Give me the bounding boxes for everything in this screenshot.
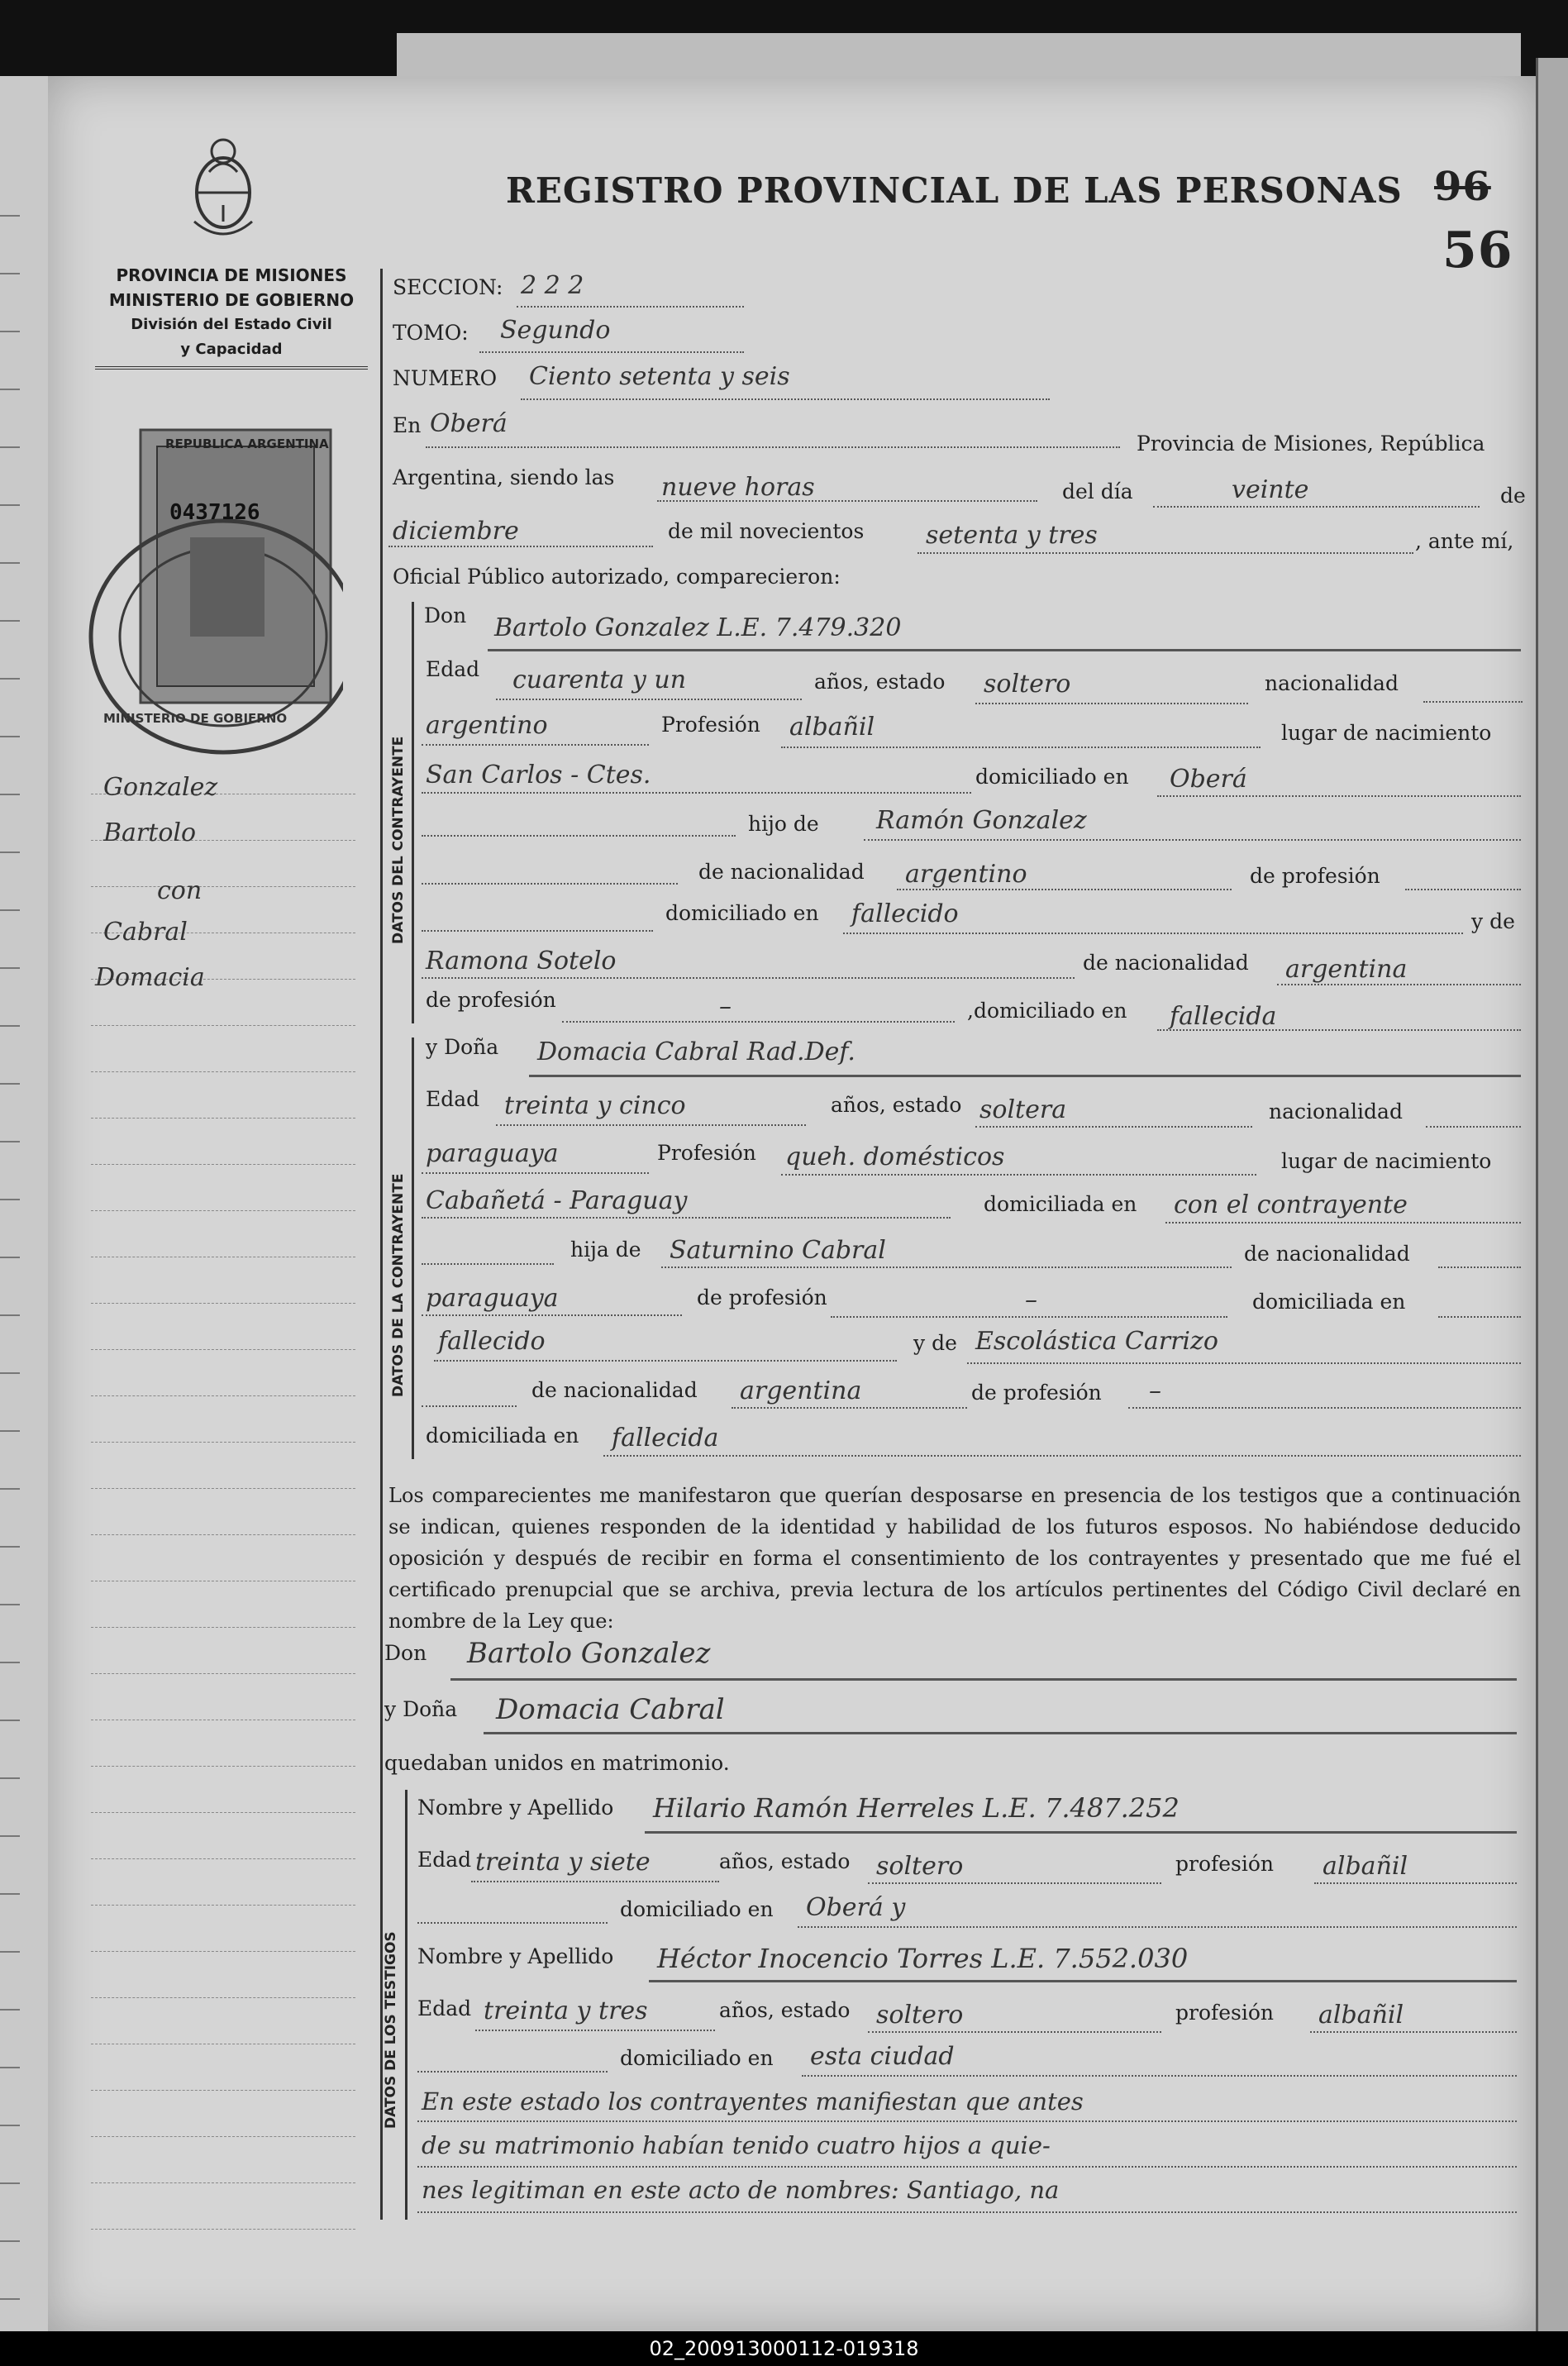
office-line: y Capacidad xyxy=(180,341,283,358)
binding-tick xyxy=(0,1257,20,1258)
binding-tick xyxy=(0,1604,20,1605)
de-profesion-text: de profesión xyxy=(697,1286,827,1309)
blank-line xyxy=(417,2071,608,2073)
folio-number: 56 xyxy=(1442,222,1513,279)
en-value: Oberá xyxy=(430,409,508,438)
horas-line xyxy=(657,500,1037,502)
binding-tick xyxy=(0,215,20,217)
office-divider xyxy=(95,366,368,370)
binding-tick xyxy=(0,1488,20,1490)
ledger-line xyxy=(91,1025,355,1026)
witness1-edad: treinta y siete xyxy=(475,1848,651,1877)
ledger-line xyxy=(91,1997,355,1998)
estado-line xyxy=(975,703,1248,704)
numero-line xyxy=(521,398,1050,400)
note-line: nes legitiman en este acto de nombres: Santiago, na xyxy=(422,2176,1060,2204)
note-rule xyxy=(417,2211,1517,2213)
nacionalidad-value-line xyxy=(422,744,649,746)
ledger-line xyxy=(91,1673,355,1674)
numero-label: NUMERO xyxy=(393,366,498,390)
contrayenta-name: Domacia Cabral Rad.Def. xyxy=(537,1038,855,1066)
witness2-edad-line xyxy=(475,2030,715,2031)
binding-tick xyxy=(0,1893,20,1895)
contrayente-name: Bartolo Gonzalez L.E. 7.479.320 xyxy=(494,613,902,642)
anios-estado-text: años, estado xyxy=(814,670,946,694)
margin-name: con xyxy=(157,876,203,905)
anios-estado-text: años, estado xyxy=(831,1093,962,1117)
ledger-line xyxy=(91,1905,355,1906)
domiciliado-label: domiciliado en xyxy=(975,765,1129,789)
witness2-estado-line xyxy=(868,2031,1161,2033)
edad-line xyxy=(496,1124,806,1126)
edad-label: Edad xyxy=(426,1087,480,1111)
nacionalidad-line xyxy=(1426,1126,1521,1128)
binding-tick xyxy=(0,1662,20,1663)
madre-nac-line xyxy=(1277,984,1521,985)
ledger-line xyxy=(91,1395,355,1396)
dia-line xyxy=(1153,506,1480,508)
padre-prof-value: – xyxy=(1025,1286,1037,1314)
binding-tick xyxy=(0,851,20,853)
ledger-line xyxy=(91,1303,355,1304)
binding-tick xyxy=(0,620,20,622)
profesion-line xyxy=(781,1174,1256,1176)
main-frame-rule xyxy=(380,269,383,2220)
groom-name: Bartolo Gonzalez xyxy=(467,1637,711,1670)
seccion-line xyxy=(517,306,744,308)
nacionalidad-value: argentino xyxy=(426,711,548,740)
edad-line xyxy=(496,699,802,700)
ledger-line xyxy=(91,1071,355,1072)
quedaban-text: quedaban unidos en matrimonio. xyxy=(384,1751,730,1775)
padre-nac-value: argentino xyxy=(905,860,1027,889)
scan-id-footer: 02_200913000112-019318 xyxy=(0,2331,1568,2366)
madre-line xyxy=(422,977,1075,979)
binding-tick xyxy=(0,273,20,274)
de-nacionalidad-text: de nacionalidad xyxy=(698,860,865,884)
binding-tick xyxy=(0,1546,20,1548)
padre-nac-value: paraguaya xyxy=(426,1284,559,1313)
madre-dom-value: fallecida xyxy=(612,1424,719,1453)
y-de-text: y de xyxy=(1471,909,1515,933)
madre-value: Ramona Sotelo xyxy=(426,947,617,975)
witness1-estado: soltero xyxy=(876,1852,964,1881)
groom-line xyxy=(450,1678,1517,1681)
binding-tick xyxy=(0,678,20,680)
nacionalidad-label: nacionalidad xyxy=(1265,671,1399,695)
binding-tick xyxy=(0,1430,20,1432)
stamp-ring-text: MINISTERIO DE GOBIERNO xyxy=(103,711,288,726)
madre-line xyxy=(967,1362,1521,1364)
binding-tick xyxy=(0,1199,20,1200)
edad-label: Edad xyxy=(417,1996,472,2020)
don-label: Don xyxy=(384,1641,427,1665)
stamp-text: REPUBLICA ARGENTINA xyxy=(165,436,329,451)
ledger-line xyxy=(91,1488,355,1489)
binding-tick xyxy=(0,2182,20,2184)
lugar-label: lugar de nacimiento xyxy=(1281,1149,1492,1173)
ledger-line xyxy=(91,1349,355,1350)
testigos-rule xyxy=(405,1790,407,2220)
madre-prof-line xyxy=(562,1021,955,1023)
binding-tick xyxy=(0,331,20,332)
oficial-text: Oficial Público autorizado, comparecieron: xyxy=(393,565,841,589)
de-nacionalidad-text: de nacionalidad xyxy=(531,1378,698,1402)
lugar-value: Cabañetá - Paraguay xyxy=(426,1186,688,1215)
profesion-label: Profesión xyxy=(661,713,760,737)
nombre-label: Nombre y Apellido xyxy=(417,1796,614,1820)
padre-dom-line xyxy=(843,933,1463,934)
binding-tick xyxy=(0,2009,20,2011)
de-text: de xyxy=(1500,484,1526,508)
binding-tick xyxy=(0,2125,20,2126)
ledger-line xyxy=(91,1858,355,1859)
bride-name: Domacia Cabral xyxy=(496,1693,725,1726)
binding-tick xyxy=(0,2240,20,2242)
ledger-line xyxy=(91,2182,355,2183)
ledger-line xyxy=(91,2229,355,2230)
domiciliada-label: domiciliada en xyxy=(984,1192,1137,1216)
binding-tick xyxy=(0,1025,20,1027)
ledger-line xyxy=(91,1627,355,1628)
binding-strip xyxy=(0,76,50,2331)
blank-line xyxy=(417,1922,608,1924)
profesion-value: queh. domésticos xyxy=(785,1142,1005,1171)
office-line: División del Estado Civil xyxy=(131,316,332,333)
coat-of-arms-icon xyxy=(186,122,260,246)
padre-nac-line xyxy=(422,1314,682,1316)
witness1-dom-line xyxy=(798,1926,1517,1928)
dom-line xyxy=(1438,1316,1521,1318)
witness1-estado-line xyxy=(868,1882,1161,1884)
domiciliado-label: domiciliado en xyxy=(665,901,819,925)
padre-value: Ramón Gonzalez xyxy=(876,806,1087,835)
edad-value: treinta y cinco xyxy=(504,1091,686,1120)
contrayenta-name-line xyxy=(529,1075,1521,1077)
blank-line xyxy=(422,883,678,885)
margin-name: Gonzalez xyxy=(103,773,218,802)
note-line: En este estado los contrayentes manifiestan que antes xyxy=(422,2087,1084,2116)
padre-line xyxy=(864,839,1521,841)
contrayenta-rule xyxy=(412,1038,414,1459)
domicilio-line xyxy=(1157,795,1521,797)
domicilio-value: con el contrayente xyxy=(1174,1190,1408,1219)
anios-estado-text: años, estado xyxy=(719,1849,851,1873)
lugar-label: lugar de nacimiento xyxy=(1281,721,1492,745)
madre-value: Escolástica Carrizo xyxy=(975,1327,1218,1356)
don-label: Don xyxy=(424,603,467,627)
tomo-value: Segundo xyxy=(500,316,611,345)
witness1-edad-line xyxy=(471,1881,719,1882)
padre-dom-value: fallecido xyxy=(438,1327,546,1356)
padre-nac-line xyxy=(897,889,1232,890)
edad-label: Edad xyxy=(426,657,480,681)
lugar-line xyxy=(422,792,971,794)
hija-label: hija de xyxy=(570,1238,641,1262)
seccion-value: 2 2 2 xyxy=(521,271,584,300)
folio-struck: 96 xyxy=(1434,164,1491,210)
ledger-line xyxy=(91,1766,355,1767)
profesion-label: profesión xyxy=(1175,1852,1275,1876)
contrayenta-side-label: DATOS DE LA CONTRAYENTE xyxy=(390,1173,407,1397)
tomo-line xyxy=(479,351,744,353)
madre-prof-value: – xyxy=(1149,1376,1161,1405)
de-profesion-text: de profesión xyxy=(426,988,556,1012)
stamp-serial: 0437126 xyxy=(169,500,260,525)
binding-tick xyxy=(0,1083,20,1085)
horas-value: nueve horas xyxy=(661,473,815,502)
estado-line xyxy=(975,1126,1252,1128)
ledger-line xyxy=(91,1442,355,1443)
mes-line xyxy=(388,546,653,547)
declaration-paragraph: Los comparecientes me manifestaron que querían desposarse en presencia de los testigos que a continuación se indican, quienes responden de la identidad y habilidad de los futuros esposos. No habiéndose deducido oposición y después de recibir en forma el consentimiento de los contrayentes y presentado que me fué el certificado prenupcial que se archiva, previa lectura de los artículos pertinentes del Código Civil declaré en nombre de la Ley que: xyxy=(388,1484,1521,1633)
binding-tick xyxy=(0,389,20,390)
ledger-line xyxy=(91,2090,355,2091)
blank-line xyxy=(422,1405,517,1407)
office-header xyxy=(91,263,372,362)
page-stack-edge xyxy=(1536,58,1568,2340)
de-mil-text: de mil novecientos xyxy=(668,519,865,543)
ledger-line xyxy=(91,2136,355,2137)
profesion-label: profesión xyxy=(1175,2001,1275,2025)
ledger-line xyxy=(91,886,355,887)
anios-estado-text: años, estado xyxy=(719,1998,851,2022)
lugar-value: San Carlos - Ctes. xyxy=(426,761,651,789)
madre-dom-line xyxy=(603,1455,1521,1457)
witness2-estado: soltero xyxy=(876,2001,964,2030)
margin-name: Domacia xyxy=(95,963,205,992)
numero-value: Ciento setenta y seis xyxy=(529,362,790,391)
domicilio-line xyxy=(1165,1222,1521,1224)
ledger-line xyxy=(91,1164,355,1165)
profesion-label: Profesión xyxy=(657,1141,756,1165)
page-title: REGISTRO PROVINCIAL DE LAS PERSONAS xyxy=(506,170,1403,211)
office-line: MINISTERIO DE GOBIERNO xyxy=(108,290,355,310)
binding-tick xyxy=(0,562,20,564)
witness2-prof-line xyxy=(1310,2031,1517,2033)
dona-label: y Doña xyxy=(426,1035,499,1059)
previous-page-edge xyxy=(397,33,1521,81)
edad-label: Edad xyxy=(417,1848,472,1872)
hijo-label: hijo de xyxy=(748,812,819,836)
padre-dom-line xyxy=(434,1360,897,1362)
seccion-label: SECCION: xyxy=(393,275,503,299)
nacionalidad-value-line xyxy=(422,1172,649,1174)
margin-name: Bartolo xyxy=(103,818,197,847)
del-dia-text: del día xyxy=(1062,479,1133,503)
anio-value: setenta y tres xyxy=(926,521,1098,550)
domiciliado-label: domiciliado en xyxy=(620,2046,774,2070)
ledger-line xyxy=(91,1534,355,1535)
witness2-dom: esta ciudad xyxy=(810,2042,955,2071)
witness2-prof: albañil xyxy=(1318,2001,1404,2030)
ledger-line xyxy=(91,1951,355,1952)
padre-prof-line xyxy=(1405,889,1521,890)
madre-dom-value: fallecida xyxy=(1170,1002,1277,1031)
margin-name: Cabral xyxy=(103,918,188,947)
witness2-dom-line xyxy=(802,2075,1517,2077)
witness2-name-line xyxy=(649,1980,1517,1982)
binding-tick xyxy=(0,736,20,737)
madre-prof-line xyxy=(1128,1407,1521,1409)
nombre-label: Nombre y Apellido xyxy=(417,1944,614,1968)
contrayente-side-label: DATOS DEL CONTRAYENTE xyxy=(390,736,407,944)
fiscal-stamp-icon xyxy=(79,422,343,761)
de-nacionalidad-text: de nacionalidad xyxy=(1244,1242,1410,1266)
binding-tick xyxy=(0,909,20,911)
nac-line xyxy=(1438,1266,1521,1268)
ledger-line xyxy=(91,1812,355,1813)
note-rule xyxy=(417,2166,1517,2168)
profesion-line xyxy=(781,747,1261,748)
witness1-name: Hilario Ramón Herreles L.E. 7.487.252 xyxy=(653,1792,1180,1824)
office-line: PROVINCIA DE MISIONES xyxy=(116,265,347,285)
padre-line xyxy=(661,1266,1232,1268)
ledger-line xyxy=(91,1210,355,1211)
binding-tick xyxy=(0,1314,20,1316)
en-line xyxy=(426,446,1120,448)
binding-tick xyxy=(0,1951,20,1953)
madre-nac-value: argentina xyxy=(1285,955,1408,984)
anio-line xyxy=(917,552,1413,554)
binding-tick xyxy=(0,794,20,795)
en-label: En xyxy=(393,413,422,437)
domiciliado-en2-text: ,domiciliado en xyxy=(967,999,1127,1023)
blank-line xyxy=(422,835,736,837)
madre-prof-value: – xyxy=(719,992,732,1021)
contrayente-rule xyxy=(412,602,414,1023)
edad-value: cuarenta y un xyxy=(512,665,687,694)
lugar-line xyxy=(422,1217,951,1219)
testigos-side-label: DATOS DE LOS TESTIGOS xyxy=(383,1931,399,2129)
domiciliada-en-text: domiciliada en xyxy=(426,1424,579,1448)
domiciliada-en-text: domiciliada en xyxy=(1252,1290,1406,1314)
provincia-text: Provincia de Misiones, República xyxy=(1137,432,1485,456)
madre-nac-value: argentina xyxy=(740,1376,862,1405)
binding-tick xyxy=(0,1141,20,1142)
tomo-label: TOMO: xyxy=(393,321,469,345)
witness2-edad: treinta y tres xyxy=(484,1996,648,2025)
de-nacionalidad-text: de nacionalidad xyxy=(1083,951,1249,975)
ledger-line xyxy=(91,1118,355,1119)
domiciliado-label: domiciliado en xyxy=(620,1897,774,1921)
binding-tick xyxy=(0,1372,20,1374)
binding-tick xyxy=(0,1777,20,1779)
witness1-prof: albañil xyxy=(1323,1852,1408,1881)
blank-line xyxy=(422,930,653,932)
nacionalidad-line xyxy=(1423,701,1523,703)
padre-dom-value: fallecido xyxy=(851,899,959,928)
note-rule xyxy=(417,2120,1517,2122)
witness1-dom: Oberá y xyxy=(806,1893,906,1922)
binding-tick xyxy=(0,2298,20,2300)
binding-tick xyxy=(0,1835,20,1837)
contrayente-name-line xyxy=(488,649,1521,651)
binding-tick xyxy=(0,2067,20,2068)
argentina-text: Argentina, siendo las xyxy=(393,465,615,489)
estado-value: soltera xyxy=(979,1095,1067,1124)
note-line: de su matrimonio habían tenido cuatro hijos a quie- xyxy=(422,2131,1051,2159)
ante-mi-text: , ante mí, xyxy=(1415,529,1514,553)
de-profesion-text: de profesión xyxy=(1250,864,1380,888)
estado-value: soltero xyxy=(984,670,1071,699)
profesion-value: albañil xyxy=(789,713,875,742)
madre-dom-line xyxy=(1157,1029,1521,1031)
witness1-prof-line xyxy=(1314,1882,1517,1884)
de-profesion-text: de profesión xyxy=(971,1381,1102,1405)
padre-value: Saturnino Cabral xyxy=(670,1236,886,1265)
binding-tick xyxy=(0,967,20,969)
blank-line xyxy=(422,1263,554,1265)
dona-label: y Doña xyxy=(384,1697,458,1721)
nacionalidad-label: nacionalidad xyxy=(1269,1100,1403,1123)
binding-tick xyxy=(0,1720,20,1721)
madre-nac-line xyxy=(732,1407,967,1409)
binding-tick xyxy=(0,446,20,448)
witness1-name-line xyxy=(645,1831,1517,1834)
domicilio-value: Oberá xyxy=(1170,765,1247,794)
nacionalidad-value: paraguaya xyxy=(426,1139,559,1168)
padre-prof-line xyxy=(831,1316,1227,1318)
dia-value: veinte xyxy=(1232,475,1309,504)
binding-tick xyxy=(0,504,20,506)
y-de-text: y de xyxy=(913,1331,957,1355)
mes-value: diciembre xyxy=(393,517,519,546)
bride-line xyxy=(484,1732,1517,1734)
witness2-name: Héctor Inocencio Torres L.E. 7.552.030 xyxy=(657,1943,1189,1974)
